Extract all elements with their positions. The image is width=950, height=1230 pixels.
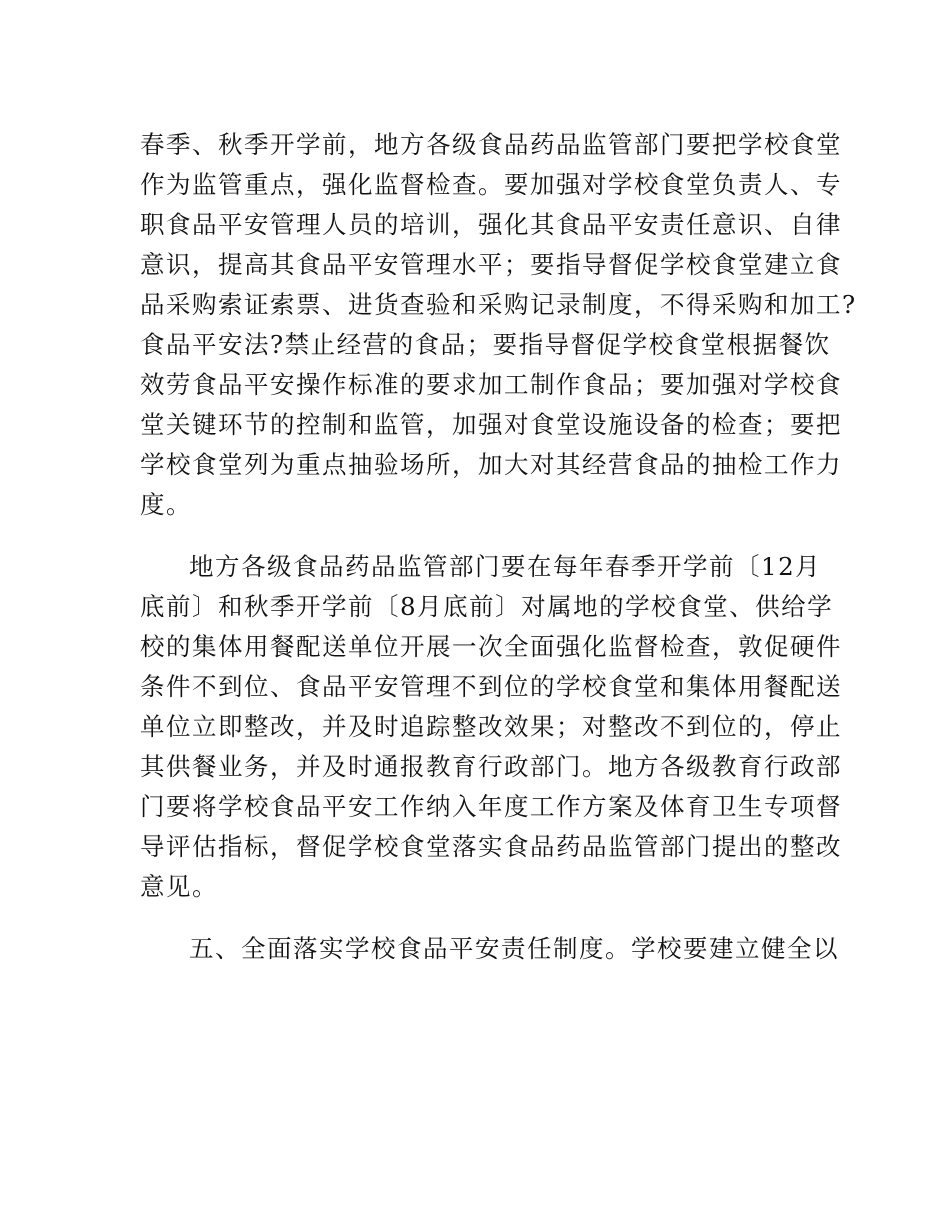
text-line: 食品平安法?禁止经营的食品；要指导督促学校食堂根据餐饮 (140, 330, 831, 359)
text-line: 春季、秋季开学前，地方各级食品药品监管部门要把学校食堂 (140, 130, 842, 159)
paragraph-1 (140, 125, 857, 525)
text-line: 门要将学校食品平安工作纳入年度工作方案及体育卫生专项督 (140, 792, 842, 821)
text-line: 度。 (140, 490, 192, 519)
text-line: 条件不到位、食品平安管理不到位的学校食堂和集体用餐配送 (140, 672, 842, 701)
paragraph-2 (140, 547, 842, 907)
text-line: 品采购索证索票、进货查验和采购记录制度，不得采购和加工? (140, 290, 857, 319)
paragraph-spacer (140, 907, 812, 929)
text-line: 五、全面落实学校食品平安责任制度。学校要建立健全以 (189, 934, 839, 963)
text-line: 职食品平安管理人员的培训，强化其食品平安责任意识、自律 (140, 210, 842, 239)
text-line: 单位立即整改，并及时追踪整改效果；对整改不到位的，停止 (140, 712, 842, 741)
text-line: 作为监管重点，强化监督检查。要加强对学校食堂负责人、专 (140, 170, 842, 199)
text-line: 意识，提高其食品平安管理水平；要指导督促学校食堂建立食 (140, 250, 842, 279)
text-line: 意见。 (140, 872, 218, 901)
text-line: 校的集体用餐配送单位开展一次全面强化监督检查，敦促硬件 (140, 632, 842, 661)
text-line: 底前〕和秋季开学前〔8月底前〕对属地的学校食堂、供给学 (140, 592, 834, 621)
paragraph-3 (140, 929, 839, 969)
text-line: 地方各级食品药品监管部门要在每年春季开学前〔12月 (189, 552, 822, 581)
text-line: 效劳食品平安操作标准的要求加工制作食品；要加强对学校食 (140, 370, 842, 399)
text-line: 导评估指标，督促学校食堂落实食品药品监管部门提出的整改 (140, 832, 842, 861)
text-line: 学校食堂列为重点抽验场所，加大对其经营食品的抽检工作力 (140, 450, 842, 479)
text-line: 堂关键环节的控制和监管，加强对食堂设施设备的检查；要把 (140, 410, 842, 439)
document-body (140, 125, 857, 969)
text-line: 其供餐业务，并及时通报教育行政部门。地方各级教育行政部 (140, 752, 842, 781)
paragraph-spacer (140, 525, 812, 547)
